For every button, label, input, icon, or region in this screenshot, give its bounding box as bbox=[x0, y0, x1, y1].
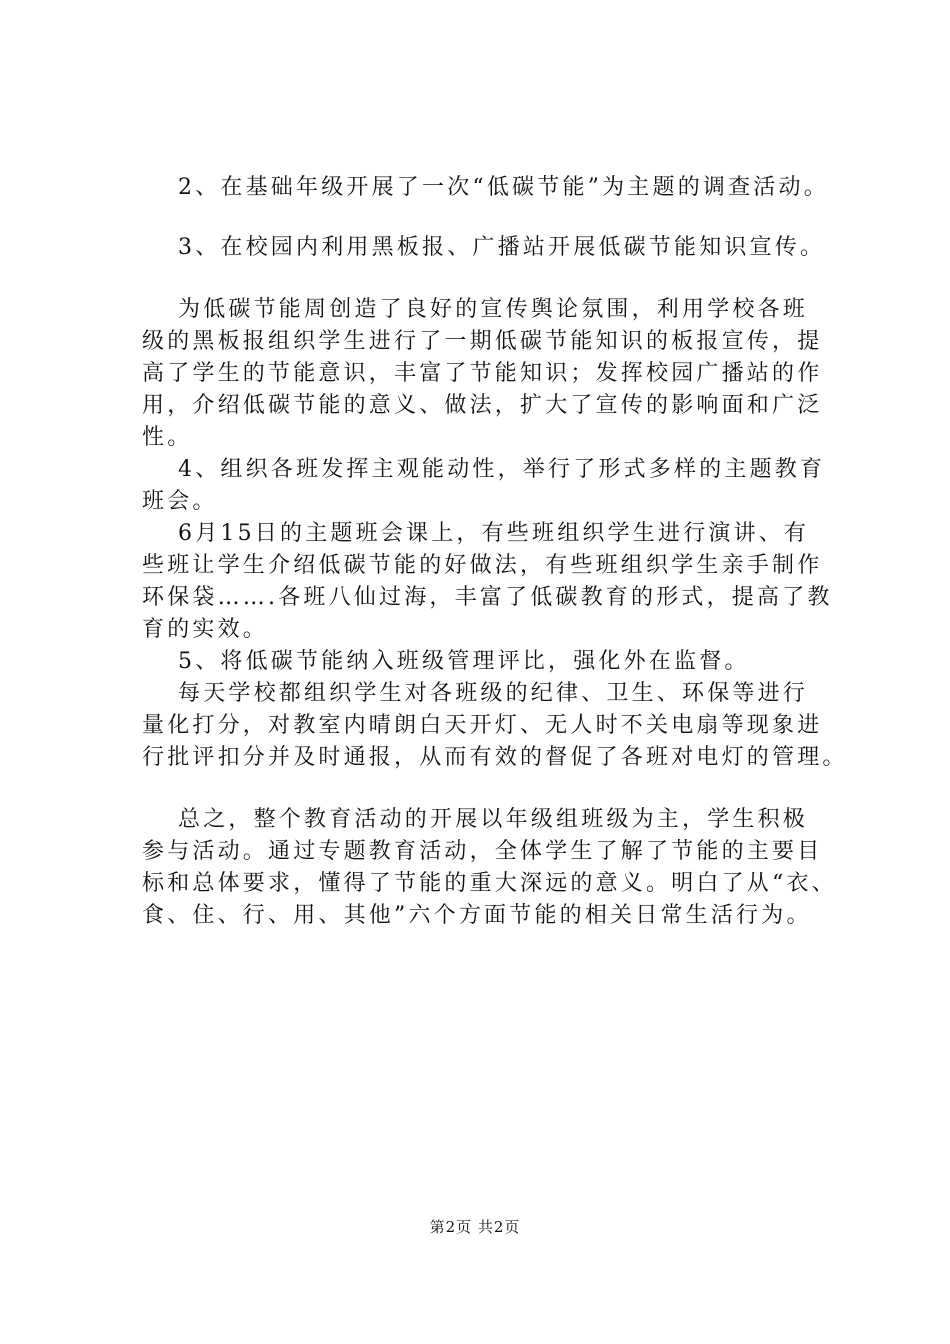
text-line: 4、组织各班发挥主观能动性，举行了形式多样的主题教育 bbox=[178, 457, 826, 482]
text-line: 量化打分，对教室内晴朗白天开灯、无人时不关电扇等现象进 bbox=[142, 713, 823, 738]
paragraph-publicity bbox=[142, 294, 842, 454]
text-line: 3、在校园内利用黑板报、广播站开展低碳节能知识宣传。 bbox=[178, 235, 826, 260]
text-line: 些班让学生介绍低碳节能的好做法，有些班组织学生亲手制作 bbox=[142, 553, 823, 578]
paragraph-class-meeting bbox=[142, 518, 842, 646]
item-3-heading bbox=[142, 232, 842, 264]
text-line: 每天学校都组织学生对各班级的纪律、卫生、环保等进行 bbox=[178, 681, 809, 706]
item-4-heading bbox=[142, 454, 842, 518]
text-line: 行批评扣分并及时通报，从而有效的督促了各班对电灯的管理。 bbox=[142, 745, 848, 770]
text-line: 2、在基础年级开展了一次“低碳节能”为主题的调查活动。 bbox=[178, 175, 829, 200]
text-line: 高了学生的节能意识，丰富了节能知识；发挥校园广播站的作 bbox=[142, 361, 823, 386]
text-line: 总之，整个教育活动的开展以年级组班级为主，学生积极 bbox=[178, 807, 809, 832]
item-2-heading bbox=[142, 172, 842, 204]
paragraph-supervision bbox=[142, 678, 848, 774]
paragraph-summary bbox=[142, 804, 842, 932]
text-line: 级的黑板报组织学生进行了一期低碳节能知识的板报宣传，提 bbox=[142, 329, 823, 354]
document-body bbox=[142, 172, 848, 932]
text-line: 6月15日的主题班会课上，有些班组织学生进行演讲、有 bbox=[178, 521, 810, 546]
text-line: 育的实效。 bbox=[142, 617, 269, 642]
text-line: 标和总体要求，懂得了节能的重大深远的意义。明白了从“衣、 bbox=[142, 871, 837, 896]
text-line: 5、将低碳节能纳入班级管理评比，强化外在监督。 bbox=[178, 649, 750, 674]
text-line: 为低碳节能周创造了良好的宣传舆论氛围，利用学校各班 bbox=[178, 297, 809, 322]
text-line: 食、住、行、用、其他”六个方面节能的相关日常生活行为。 bbox=[142, 903, 812, 928]
text-line: 用，介绍低碳节能的意义、做法，扩大了宣传的影响面和广泛 bbox=[142, 393, 823, 418]
text-line: 班会。 bbox=[142, 489, 218, 514]
text-line: 环保袋…….各班八仙过海，丰富了低碳教育的形式，提高了教 bbox=[142, 585, 833, 610]
page-number-footer: 第2页 共2页 bbox=[429, 1218, 521, 1236]
item-5-heading bbox=[142, 646, 842, 678]
text-line: 性。 bbox=[142, 425, 193, 450]
text-line: 参与活动。通过专题教育活动，全体学生了解了节能的主要目 bbox=[142, 839, 823, 864]
